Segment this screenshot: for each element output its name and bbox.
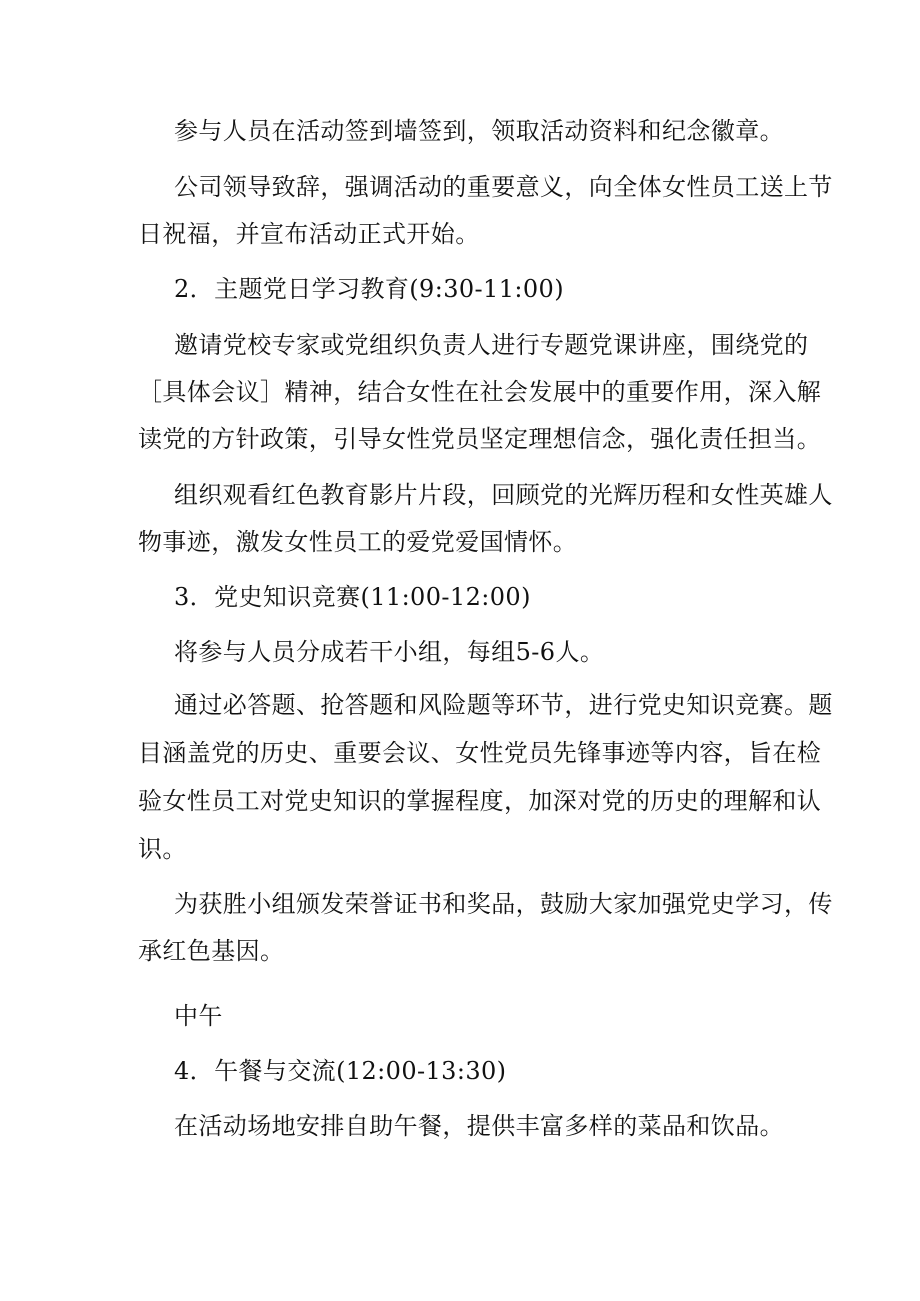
paragraph-line: 识。 (138, 835, 187, 863)
time-period-label: 中午 (174, 1002, 223, 1030)
paragraph-line: 将参与人员分成若干小组，每组5-6人。 (174, 638, 605, 666)
paragraph-line: 为获胜小组颁发荣誉证书和奖品，鼓励大家加强党史学习，传 (174, 890, 833, 918)
paragraph-line: 公司领导致辞，强调活动的重要意义，向全体女性员工送上节 (174, 173, 833, 201)
paragraph-line: 承红色基因。 (138, 937, 285, 965)
section-heading: 4．午餐与交流(12:00-13:30) (174, 1057, 507, 1085)
section-heading: 3．党史知识竞赛(11:00-12:00) (174, 583, 531, 611)
paragraph-line: 读党的方针政策，引导女性党员坚定理想信念，强化责任担当。 (138, 425, 822, 453)
section-heading: 2．主题党日学习教育(9:30-11:00) (174, 275, 564, 303)
paragraph-line: 通过必答题、抢答题和风险题等环节，进行党史知识竞赛。题 (174, 691, 833, 719)
paragraph-line: 参与人员在活动签到墙签到，领取活动资料和纪念徽章。 (174, 117, 784, 145)
paragraph-line: 日祝福，并宣布活动正式开始。 (138, 220, 480, 248)
paragraph-line: 验女性员工对党史知识的掌握程度，加深对党的历史的理解和认 (138, 787, 822, 815)
paragraph-line: 组织观看红色教育影片片段，回顾党的光辉历程和女性英雄人 (174, 481, 833, 509)
paragraph-line: 邀请党校专家或党组织负责人进行专题党课讲座，围绕党的 (174, 331, 809, 359)
paragraph-line: 物事迹，激发女性员工的爱党爱国情怀。 (138, 528, 578, 556)
paragraph-line: 在活动场地安排自助午餐，提供丰富多样的菜品和饮品。 (174, 1112, 784, 1140)
paragraph-line: 目涵盖党的历史、重要会议、女性党员先锋事迹等内容，旨在检 (138, 739, 822, 767)
paragraph-line: ［具体会议］精神，结合女性在社会发展中的重要作用，深入解 (138, 378, 822, 406)
